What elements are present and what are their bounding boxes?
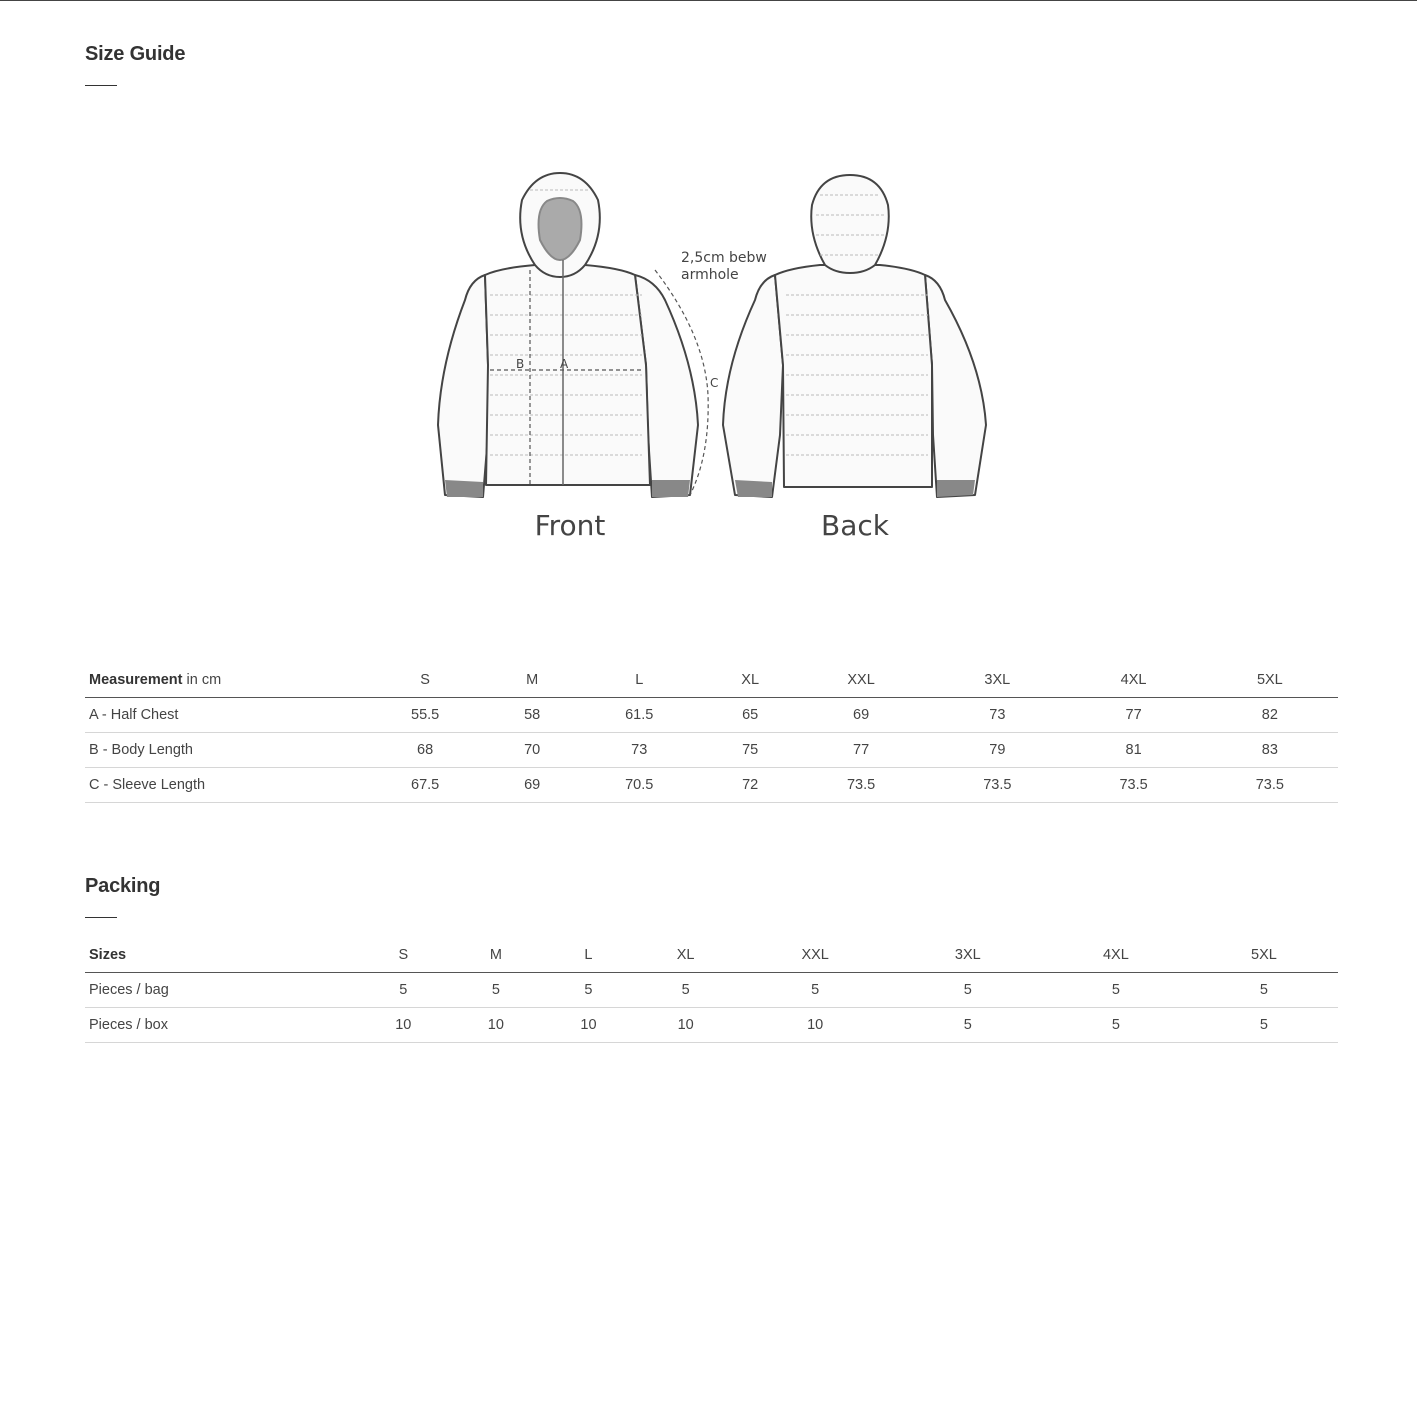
table-cell: 5 [635,973,737,1008]
front-label: Front [534,509,606,542]
packing-title-rule [85,917,117,918]
table-cell: 73.5 [793,768,929,803]
size-header: L [635,672,644,688]
table-cell: 55.5 [357,698,493,733]
table-cell: 10 [737,1008,894,1043]
table-cell: 5 [894,973,1042,1008]
table-cell: 70.5 [571,768,707,803]
packing-header-row [85,938,1338,973]
size-header: 3XL [984,672,1011,688]
measurement-table [85,663,1338,803]
packing-header-label: Sizes [89,947,127,963]
table-cell: 5 [357,973,450,1008]
size-header: M [489,947,502,963]
back-jacket-drawing [723,175,986,497]
table-row [85,973,1338,1008]
table-cell: 69 [793,698,929,733]
table-cell: 68 [357,733,493,768]
table-row [85,1008,1338,1043]
table-cell: 5 [1190,973,1338,1008]
size-header: XL [676,947,695,963]
size-header: 3XL [954,947,981,963]
table-cell: 5 [450,973,543,1008]
table-cell: 82 [1202,698,1338,733]
row-label: A - Half Chest [85,698,357,733]
jacket-illustration [420,165,1000,555]
table-cell: 75 [707,733,793,768]
table-cell: 73.5 [1202,768,1338,803]
annotation-line2: armhole [681,267,739,283]
size-header: 5XL [1251,947,1277,963]
measurement-header-label: Measurement in cm [89,672,222,688]
size-header: XXL [801,947,829,963]
size-guide-title-rule [85,85,117,86]
packing-title: Packing [85,875,161,897]
size-header: 4XL [1120,672,1147,688]
measurement-header-row [85,663,1338,698]
size-header: S [420,672,430,688]
top-border [0,0,1417,1]
table-cell: 73 [929,698,1065,733]
table-cell: 77 [793,733,929,768]
marker-a: A [560,357,569,371]
row-label: B - Body Length [85,733,357,768]
table-cell: 58 [493,698,571,733]
table-cell: 10 [450,1008,543,1043]
table-row [85,733,1338,768]
table-cell: 5 [894,1008,1042,1043]
table-cell: 10 [542,1008,635,1043]
table-cell: 79 [929,733,1065,768]
table-cell: 73.5 [1065,768,1201,803]
table-cell: 5 [1190,1008,1338,1043]
table-cell: 72 [707,768,793,803]
size-header: S [398,947,409,963]
table-cell: 73 [571,733,707,768]
size-guide-title: Size Guide [85,43,186,65]
size-header: 5XL [1256,672,1283,688]
row-label: Pieces / bag [85,973,357,1008]
size-header: XL [741,672,760,688]
table-cell: 73.5 [929,768,1065,803]
row-label: Pieces / box [85,1008,357,1043]
table-cell: 61.5 [571,698,707,733]
annotation-line1: 2,5cm bebw [681,250,767,266]
table-cell: 5 [542,973,635,1008]
table-cell: 10 [357,1008,450,1043]
size-header: M [526,672,539,688]
size-header: L [584,947,593,963]
marker-b: B [516,357,525,371]
table-row [85,698,1338,733]
marker-c: C [710,376,719,390]
size-header: XXL [847,672,875,688]
back-label: Back [821,509,889,542]
packing-table [85,938,1338,1043]
row-label: C - Sleeve Length [85,768,357,803]
table-cell: 81 [1065,733,1201,768]
table-cell: 70 [493,733,571,768]
table-cell: 77 [1065,698,1201,733]
size-header: 4XL [1102,947,1129,963]
table-cell: 83 [1202,733,1338,768]
table-cell: 10 [635,1008,737,1043]
table-cell: 69 [493,768,571,803]
table-cell: 65 [707,698,793,733]
table-cell: 5 [737,973,894,1008]
table-row [85,768,1338,803]
table-cell: 5 [1042,973,1190,1008]
table-cell: 5 [1042,1008,1190,1043]
table-cell: 67.5 [357,768,493,803]
